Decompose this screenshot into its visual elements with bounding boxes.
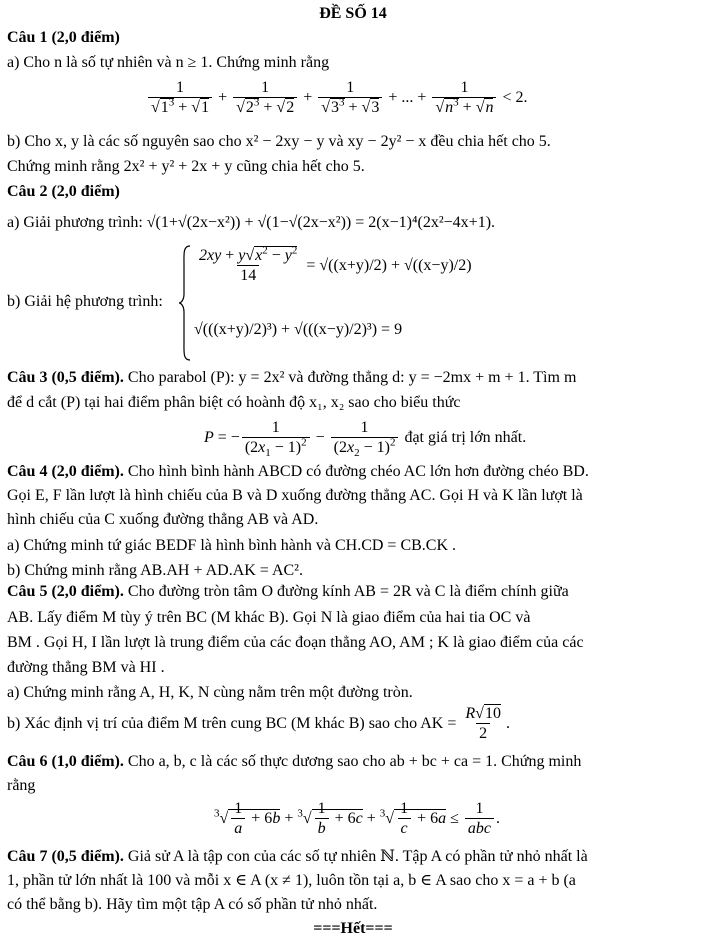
q6-text-1: Câu 6 (1,0 điểm). Cho a, b, c là các số thực dương sao cho ab + bc + ca = 1. Chứng minh (7, 753, 582, 770)
q1-heading: Câu 1 (2,0 điểm) (7, 29, 120, 46)
q3-formula: P = − $\frac{1}{(2x_1 - 1)^2}$ − $\frac{1}{(2x_2 - 1)^2}$ đạt giá trị lớn nhất. (204, 418, 527, 460)
q5-a-text: a) Chứng minh rằng A, H, K, N cùng nằm trên một đường tròn. (7, 684, 413, 701)
q5-text-4: đường thẳng BM và HI . (7, 659, 165, 676)
q1-b-text: b) Cho x, y là các số nguyên sao cho x² − 2xy − y và xy − 2y² − x đều chia hết cho 5. (7, 133, 551, 150)
footer-end: ===Hết=== (313, 920, 393, 937)
system-brace (178, 244, 192, 362)
q6-text-2: rằng (7, 777, 36, 794)
q4-heading: Câu 4 (2,0 điểm). (7, 463, 124, 480)
q6-heading: Câu 6 (1,0 điểm). (7, 753, 124, 770)
q2-b-eq1: $\frac{2xy + y√x^2 - y^2}{14}$ = √((x+y)/2) + √((x−y)/2) (199, 244, 472, 284)
exam-title: ĐỀ SỐ 14 (319, 5, 387, 22)
q5-text-3: BM . Gọi H, I lần lượt là trung điểm của các đoạn thẳng AO, AM ; K là giao điểm của các (7, 634, 584, 651)
q7-heading: Câu 7 (0,5 điểm). (7, 848, 124, 865)
q7-text-1: Câu 7 (0,5 điểm). Giả sử A là tập con của các số tự nhiên ℕ. Tập A có phần tử nhỏ nhất là (7, 848, 588, 865)
q5-text-1: Câu 5 (2,0 điểm). Cho đường tròn tâm O đường kính AB = 2R và C là điểm chính giữa (7, 583, 569, 600)
q3-text-1: Câu 3 (0,5 điểm). Cho parabol (P): y = 2x² và đường thẳng d: y = −2mx + m + 1. Tìm m (7, 369, 577, 386)
q4-text-1: Câu 4 (2,0 điểm). Cho hình bình hành ABCD có đường chéo AC lớn hơn đường chéo BD. (7, 463, 589, 480)
q3-heading: Câu 3 (0,5 điểm). (7, 369, 124, 386)
q2-b-eq2: √(((x+y)/2)³) + √(((x−y)/2)³) = 9 (194, 321, 403, 338)
q2-heading: Câu 2 (2,0 điểm) (7, 183, 120, 200)
q5-b-text: b) Xác định vị trí của điểm M trên cung BC (M khác B) sao cho AK = $\frac{R√10}{2}$ . (7, 704, 510, 742)
q1-a-text: a) Cho n là số tự nhiên và n ≥ 1. Chứng minh rằng (7, 54, 330, 71)
q4-text-3: hình chiếu của C xuống đường thẳng AB và AD. (7, 511, 319, 528)
q7-text-2: 1, phần tử lớn nhất là 100 và mỗi x ∈ A (x ≠ 1), luôn tồn tại a, b ∈ A sao cho x = a + b (a (7, 872, 576, 889)
q4-text-2: Gọi E, F lần lượt là hình chiếu của B và D xuống đường thẳng AC. Gọi H và K lần lượt là (7, 487, 583, 504)
q1-b-text-2: Chứng minh rằng 2x² + y² + 2x + y cũng chia hết cho 5. (7, 158, 365, 175)
q4-b-text: b) Chứng minh rằng AB.AH + AD.AK = AC². (7, 562, 303, 579)
q4-a-text: a) Chứng minh tứ giác BEDF là hình bình hành và CH.CD = CB.CK . (7, 537, 457, 554)
q5-text-2: AB. Lấy điểm M tùy ý trên BC (M khác B). Gọi N là giao điểm của hai tia OC và (7, 609, 531, 626)
q7-text-3: có thể bằng b). Hãy tìm một tập A có số phần tử nhỏ nhất. (7, 896, 378, 913)
q2-b-label: b) Giải hệ phương trình: (7, 293, 163, 310)
q3-text-2: để d cắt (P) tại hai điểm phân biệt có hoành độ x₁, x₂ sao cho biểu thức (7, 394, 461, 411)
q5-heading: Câu 5 (2,0 điểm). (7, 583, 124, 600)
q6-formula: $^3$√ $\frac{1}{a}$ + 6b + $^3$√ $\frac{1}{b}$ + 6c + $^3$√ $\frac{1}{c}$ + 6a ≤ $\frac{1}{\text{abc}}$ . (214, 799, 500, 837)
q1-a-formula: $\frac{1}{√1^3 + √1}$ + $\frac{1}{√2^3 + √2}$ + $\frac{1}{√3^3 + √3}$ + ... + $\frac{1}{√n^3 + √n}$ < 2. (146, 78, 528, 118)
q2-a-text: a) Giải phương trình: √(1+√(2x−x²)) + √(1−√(2x−x²)) = 2(x−1)⁴(2x²−4x+1). (7, 214, 496, 231)
